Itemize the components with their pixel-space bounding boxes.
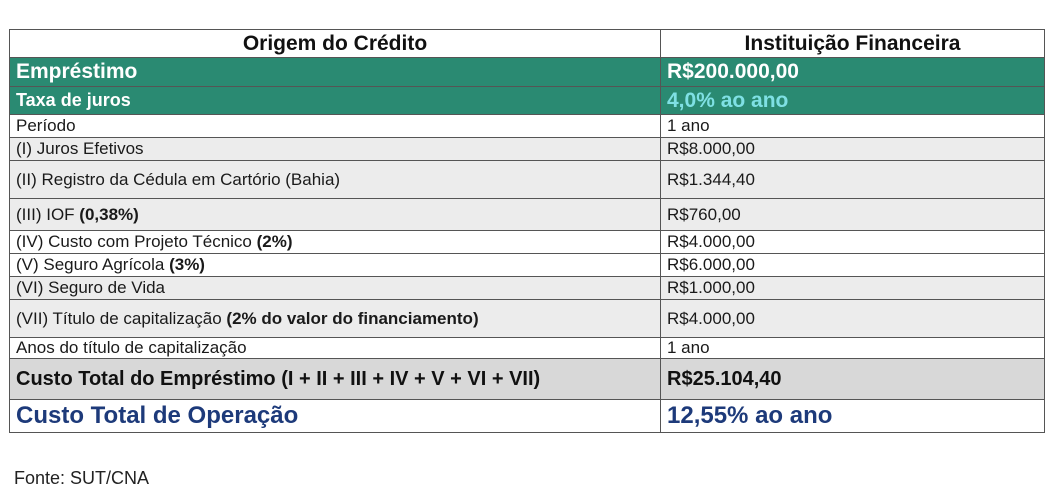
row-label: (V) Seguro Agrícola (3%)	[10, 254, 661, 277]
credit-cost-table	[9, 29, 1045, 433]
rate-value: 4,0% ao ano	[661, 87, 1045, 115]
header-instituicao-financeira: Instituição Financeira	[661, 30, 1045, 58]
row-label: (VI) Seguro de Vida	[10, 277, 661, 300]
table-row	[10, 231, 1045, 254]
row-value: R$6.000,00	[661, 254, 1045, 277]
header-origem-do-credito: Origem do Crédito	[10, 30, 661, 58]
total-operation-value: 12,55% ao ano	[661, 400, 1045, 433]
loan-row	[10, 58, 1045, 87]
loan-value: R$200.000,00	[661, 58, 1045, 87]
row-label: (IV) Custo com Projeto Técnico (2%)	[10, 231, 661, 254]
row-value: R$1.344,40	[661, 161, 1045, 199]
row-label: Anos do título de capitalização	[10, 338, 661, 359]
table-row	[10, 199, 1045, 231]
total-loan-label: Custo Total do Empréstimo (I + II + III + IV + V + VI + VII)	[10, 359, 661, 400]
rate-row	[10, 87, 1045, 115]
table-row	[10, 300, 1045, 338]
row-value: 1 ano	[661, 338, 1045, 359]
row-value: R$1.000,00	[661, 277, 1045, 300]
row-label: (III) IOF (0,38%)	[10, 199, 661, 231]
row-label: (VII) Título de capitalização (2% do valor do financiamento)	[10, 300, 661, 338]
total-loan-row	[10, 359, 1045, 400]
row-label: (II) Registro da Cédula em Cartório (Bahia)	[10, 161, 661, 199]
row-value: R$8.000,00	[661, 138, 1045, 161]
row-value: R$4.000,00	[661, 300, 1045, 338]
table-row	[10, 161, 1045, 199]
total-operation-row	[10, 400, 1045, 433]
row-label: (I) Juros Efetivos	[10, 138, 661, 161]
table-row	[10, 277, 1045, 300]
row-value: R$760,00	[661, 199, 1045, 231]
rate-label: Taxa de juros	[10, 87, 661, 115]
loan-label: Empréstimo	[10, 58, 661, 87]
table-header-row	[10, 30, 1045, 58]
total-operation-label: Custo Total de Operação	[10, 400, 661, 433]
row-value: R$4.000,00	[661, 231, 1045, 254]
table-row	[10, 338, 1045, 359]
row-label: Período	[10, 115, 661, 138]
source-note: Fonte: SUT/CNA	[14, 468, 150, 488]
table-row	[10, 138, 1045, 161]
table-row	[10, 254, 1045, 277]
row-value: 1 ano	[661, 115, 1045, 138]
table-row	[10, 115, 1045, 138]
total-loan-value: R$25.104,40	[661, 359, 1045, 400]
